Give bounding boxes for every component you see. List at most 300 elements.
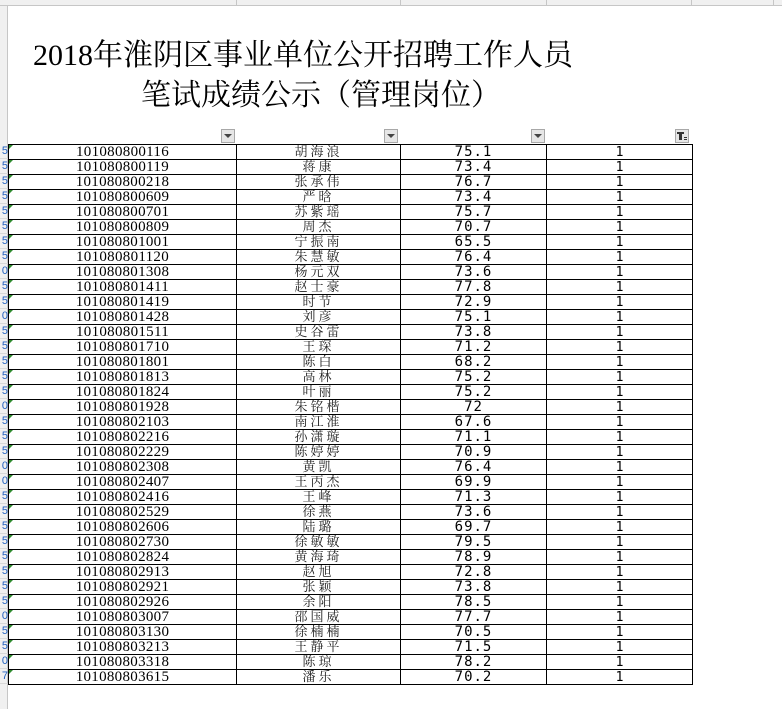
cell-exam-id[interactable] bbox=[9, 460, 237, 475]
cell-name[interactable] bbox=[237, 445, 401, 460]
results-table bbox=[8, 144, 693, 685]
cell-flag[interactable] bbox=[547, 520, 693, 535]
cell-score[interactable] bbox=[401, 625, 547, 640]
table-row bbox=[9, 385, 693, 400]
cell-exam-id[interactable] bbox=[9, 625, 237, 640]
cell-score[interactable] bbox=[401, 340, 547, 355]
row-number[interactable]: 5 bbox=[1, 580, 8, 592]
table-row bbox=[9, 535, 693, 550]
cell-flag[interactable] bbox=[547, 565, 693, 580]
cell-score-text: 73.6 bbox=[454, 504, 493, 520]
cell-exam-id[interactable] bbox=[9, 250, 237, 265]
table-row bbox=[9, 205, 693, 220]
filter-dropdown-icon bbox=[224, 134, 232, 138]
cell-score[interactable] bbox=[401, 250, 547, 265]
cell-exam-id[interactable] bbox=[9, 640, 237, 655]
cell-exam-id-text: 101080800609 bbox=[75, 189, 170, 205]
cell-name[interactable] bbox=[237, 325, 401, 340]
number-as-text-warning-icon bbox=[9, 490, 13, 494]
cell-exam-id[interactable] bbox=[9, 205, 237, 220]
cell-flag[interactable] bbox=[547, 205, 693, 220]
row-number[interactable]: 5 bbox=[1, 145, 8, 157]
row-number[interactable]: 0 bbox=[1, 310, 8, 322]
cell-flag[interactable] bbox=[547, 355, 693, 370]
cell-name-text: 邵国威 bbox=[294, 609, 343, 625]
cell-exam-id[interactable] bbox=[9, 490, 237, 505]
column-divider[interactable] bbox=[400, 0, 401, 6]
cell-name[interactable] bbox=[237, 220, 401, 235]
cell-exam-id[interactable] bbox=[9, 385, 237, 400]
cell-score[interactable] bbox=[401, 190, 547, 205]
cell-flag-text: 1 bbox=[615, 639, 624, 655]
cell-exam-id[interactable] bbox=[9, 310, 237, 325]
cell-exam-id[interactable] bbox=[9, 160, 237, 175]
cell-exam-id-text: 101080802824 bbox=[75, 549, 170, 565]
row-number[interactable]: 5 bbox=[1, 250, 8, 262]
cell-flag[interactable] bbox=[547, 265, 693, 280]
column-divider[interactable] bbox=[236, 0, 237, 6]
cell-score-text: 79.5 bbox=[454, 534, 493, 550]
cell-flag-text: 1 bbox=[615, 354, 624, 370]
row-number[interactable]: 5 bbox=[1, 235, 8, 247]
cell-score-text: 78.2 bbox=[454, 654, 493, 670]
cell-exam-id-text: 101080801308 bbox=[75, 264, 170, 280]
cell-flag[interactable] bbox=[547, 145, 693, 160]
number-as-text-warning-icon bbox=[9, 475, 13, 479]
table-row bbox=[9, 520, 693, 535]
cell-score-text: 75.2 bbox=[454, 384, 493, 400]
number-as-text-warning-icon bbox=[9, 610, 13, 614]
cell-flag[interactable] bbox=[547, 310, 693, 325]
cell-score[interactable] bbox=[401, 370, 547, 385]
cell-score-text: 76.7 bbox=[454, 174, 493, 190]
column-divider[interactable] bbox=[691, 0, 692, 6]
row-number[interactable]: 5 bbox=[1, 370, 8, 382]
filter-button-score[interactable] bbox=[531, 129, 545, 143]
cell-score[interactable] bbox=[401, 220, 547, 235]
row-number[interactable]: 5 bbox=[1, 520, 8, 532]
column-divider[interactable] bbox=[546, 0, 547, 6]
cell-name-text: 余阳 bbox=[302, 594, 335, 610]
cell-name[interactable] bbox=[237, 310, 401, 325]
cell-exam-id[interactable] bbox=[9, 475, 237, 490]
cell-name[interactable] bbox=[237, 580, 401, 595]
cell-exam-id-text: 101080803318 bbox=[75, 654, 170, 670]
cell-name[interactable] bbox=[237, 625, 401, 640]
row-number[interactable]: 5 bbox=[1, 295, 8, 307]
filter-button-name[interactable] bbox=[384, 129, 398, 143]
cell-flag[interactable] bbox=[547, 655, 693, 670]
row-number[interactable]: 5 bbox=[1, 415, 8, 427]
row-number[interactable]: 5 bbox=[1, 325, 8, 337]
filter-dropdown-icon bbox=[387, 134, 395, 138]
cell-name[interactable] bbox=[237, 505, 401, 520]
row-number[interactable]: 5 bbox=[1, 385, 8, 397]
cell-flag[interactable] bbox=[547, 385, 693, 400]
number-as-text-warning-icon bbox=[9, 295, 13, 299]
cell-score[interactable] bbox=[401, 505, 547, 520]
filter-active-icon bbox=[677, 131, 687, 141]
cell-name-text: 苏紫瑶 bbox=[294, 204, 343, 220]
cell-score[interactable] bbox=[401, 430, 547, 445]
cell-score-text: 73.4 bbox=[454, 159, 493, 175]
table-row bbox=[9, 610, 693, 625]
cell-score-text: 69.9 bbox=[454, 474, 493, 490]
table-row bbox=[9, 430, 693, 445]
number-as-text-warning-icon bbox=[9, 580, 13, 584]
table-row bbox=[9, 415, 693, 430]
cell-score[interactable] bbox=[401, 295, 547, 310]
cell-name[interactable] bbox=[237, 400, 401, 415]
cell-flag-text: 1 bbox=[615, 219, 624, 235]
cell-exam-id[interactable] bbox=[9, 190, 237, 205]
cell-exam-id-text: 101080802926 bbox=[75, 594, 170, 610]
row-number[interactable]: 5 bbox=[1, 550, 8, 562]
cell-flag-text: 1 bbox=[615, 624, 624, 640]
sheet-title bbox=[0, 36, 700, 116]
cell-score-text: 73.8 bbox=[454, 579, 493, 595]
cell-flag-text: 1 bbox=[615, 459, 624, 475]
cell-flag[interactable] bbox=[547, 280, 693, 295]
cell-exam-id[interactable] bbox=[9, 520, 237, 535]
cell-flag[interactable] bbox=[547, 190, 693, 205]
number-as-text-warning-icon bbox=[9, 535, 13, 539]
cell-score[interactable] bbox=[401, 235, 547, 250]
cell-name-text: 王丙杰 bbox=[294, 474, 343, 490]
cell-flag[interactable] bbox=[547, 250, 693, 265]
cell-exam-id[interactable] bbox=[9, 235, 237, 250]
table-row bbox=[9, 310, 693, 325]
cell-exam-id[interactable] bbox=[9, 265, 237, 280]
row-number[interactable]: 5 bbox=[1, 205, 8, 217]
number-as-text-warning-icon bbox=[9, 670, 13, 674]
cell-score-text: 70.2 bbox=[454, 669, 493, 685]
cell-exam-id[interactable] bbox=[9, 610, 237, 625]
number-as-text-warning-icon bbox=[9, 625, 13, 629]
cell-name[interactable] bbox=[237, 535, 401, 550]
row-number[interactable]: 5 bbox=[1, 565, 8, 577]
cell-name[interactable] bbox=[237, 280, 401, 295]
cell-flag[interactable] bbox=[547, 430, 693, 445]
cell-exam-id[interactable] bbox=[9, 550, 237, 565]
cell-flag[interactable] bbox=[547, 415, 693, 430]
cell-score[interactable] bbox=[401, 610, 547, 625]
cell-name[interactable] bbox=[237, 595, 401, 610]
filter-dropdown-icon bbox=[534, 134, 542, 138]
cell-name-text: 张承伟 bbox=[294, 174, 343, 190]
cell-flag-text: 1 bbox=[615, 504, 624, 520]
row-number[interactable]: 0 bbox=[1, 475, 8, 487]
cell-exam-id-text: 101080803130 bbox=[75, 624, 170, 640]
cell-exam-id[interactable] bbox=[9, 535, 237, 550]
title-line-2: 笔试成绩公示（管理岗位） bbox=[141, 79, 501, 112]
cell-score[interactable] bbox=[401, 280, 547, 295]
row-number[interactable]: 5 bbox=[1, 595, 8, 607]
cell-name-text: 陆璐 bbox=[302, 519, 335, 535]
cell-name[interactable] bbox=[237, 205, 401, 220]
cell-exam-id-text: 101080802229 bbox=[75, 444, 170, 460]
cell-score[interactable] bbox=[401, 595, 547, 610]
cell-exam-id-text: 101080800218 bbox=[75, 174, 170, 190]
cell-score[interactable] bbox=[401, 325, 547, 340]
cell-name[interactable] bbox=[237, 250, 401, 265]
cell-exam-id-text: 101080801710 bbox=[75, 339, 170, 355]
cell-exam-id-text: 101080802529 bbox=[75, 504, 170, 520]
cell-flag[interactable] bbox=[547, 235, 693, 250]
cell-name-text: 高林 bbox=[302, 369, 335, 385]
cell-name-text: 陈白 bbox=[302, 354, 335, 370]
cell-flag-text: 1 bbox=[615, 189, 624, 205]
cell-exam-id-text: 101080802308 bbox=[75, 459, 170, 475]
cell-score[interactable] bbox=[401, 520, 547, 535]
cell-name[interactable] bbox=[237, 295, 401, 310]
number-as-text-warning-icon bbox=[9, 310, 13, 314]
cell-score-text: 78.9 bbox=[454, 549, 493, 565]
cell-flag[interactable] bbox=[547, 460, 693, 475]
cell-score[interactable] bbox=[401, 205, 547, 220]
cell-exam-id[interactable] bbox=[9, 400, 237, 415]
cell-exam-id[interactable] bbox=[9, 325, 237, 340]
number-as-text-warning-icon bbox=[9, 595, 13, 599]
cell-name-text: 赵士豪 bbox=[294, 279, 343, 295]
cell-flag[interactable] bbox=[547, 610, 693, 625]
table-row bbox=[9, 550, 693, 565]
cell-name-text: 严晗 bbox=[302, 189, 335, 205]
cell-score[interactable] bbox=[401, 565, 547, 580]
row-number[interactable]: 5 bbox=[1, 625, 8, 637]
cell-name[interactable] bbox=[237, 415, 401, 430]
filter-button-flag[interactable] bbox=[675, 129, 689, 143]
table-row bbox=[9, 595, 693, 610]
cell-score[interactable] bbox=[401, 175, 547, 190]
cell-name[interactable] bbox=[237, 655, 401, 670]
cell-score[interactable] bbox=[401, 490, 547, 505]
cell-name[interactable] bbox=[237, 640, 401, 655]
cell-flag[interactable] bbox=[547, 670, 693, 685]
cell-flag-text: 1 bbox=[615, 444, 624, 460]
cell-exam-id-text: 101080800119 bbox=[75, 159, 170, 175]
cell-score[interactable] bbox=[401, 415, 547, 430]
cell-flag[interactable] bbox=[547, 490, 693, 505]
cell-name[interactable] bbox=[237, 370, 401, 385]
cell-name[interactable] bbox=[237, 340, 401, 355]
table-row bbox=[9, 505, 693, 520]
cell-flag[interactable] bbox=[547, 535, 693, 550]
cell-score-text: 71.2 bbox=[454, 339, 493, 355]
row-number[interactable]: 0 bbox=[1, 400, 8, 412]
cell-flag[interactable] bbox=[547, 175, 693, 190]
cell-name[interactable] bbox=[237, 385, 401, 400]
cell-flag[interactable] bbox=[547, 550, 693, 565]
cell-flag[interactable] bbox=[547, 445, 693, 460]
cell-score[interactable] bbox=[401, 445, 547, 460]
number-as-text-warning-icon bbox=[9, 235, 13, 239]
cell-flag-text: 1 bbox=[615, 429, 624, 445]
cell-flag[interactable] bbox=[547, 325, 693, 340]
cell-flag[interactable] bbox=[547, 640, 693, 655]
cell-exam-id[interactable] bbox=[9, 430, 237, 445]
row-number[interactable]: 5 bbox=[1, 190, 8, 202]
row-number[interactable]: 0 bbox=[1, 655, 8, 667]
cell-flag[interactable] bbox=[547, 595, 693, 610]
cell-flag[interactable] bbox=[547, 505, 693, 520]
cell-name-text: 陈琼 bbox=[302, 654, 335, 670]
cell-score[interactable] bbox=[401, 265, 547, 280]
cell-flag[interactable] bbox=[547, 400, 693, 415]
number-as-text-warning-icon bbox=[9, 355, 13, 359]
cell-flag[interactable] bbox=[547, 340, 693, 355]
cell-exam-id-text: 101080800809 bbox=[75, 219, 170, 235]
number-as-text-warning-icon bbox=[9, 430, 13, 434]
cell-exam-id[interactable] bbox=[9, 295, 237, 310]
table-row bbox=[9, 490, 693, 505]
table-row bbox=[9, 340, 693, 355]
row-number[interactable]: 5 bbox=[1, 175, 8, 187]
cell-name-text: 黄凯 bbox=[302, 459, 335, 475]
cell-flag[interactable] bbox=[547, 580, 693, 595]
number-as-text-warning-icon bbox=[9, 145, 13, 149]
cell-name-text: 孙潇璇 bbox=[294, 429, 343, 445]
row-number[interactable]: 5 bbox=[1, 220, 8, 232]
cell-flag-text: 1 bbox=[615, 279, 624, 295]
cell-name[interactable] bbox=[237, 550, 401, 565]
cell-score[interactable] bbox=[401, 145, 547, 160]
cell-name[interactable] bbox=[237, 355, 401, 370]
row-number[interactable]: 5 bbox=[1, 445, 8, 457]
cell-score[interactable] bbox=[401, 640, 547, 655]
cell-exam-id[interactable] bbox=[9, 670, 237, 685]
cell-flag[interactable] bbox=[547, 625, 693, 640]
cell-exam-id[interactable] bbox=[9, 445, 237, 460]
cell-name-text: 徐楠楠 bbox=[294, 624, 343, 640]
cell-name[interactable] bbox=[237, 670, 401, 685]
cell-exam-id[interactable] bbox=[9, 505, 237, 520]
cell-exam-id-text: 101080801511 bbox=[75, 324, 170, 340]
table-row bbox=[9, 475, 693, 490]
cell-score[interactable] bbox=[401, 310, 547, 325]
cell-exam-id-text: 101080802407 bbox=[75, 474, 170, 490]
table-row bbox=[9, 670, 693, 685]
cell-name[interactable] bbox=[237, 235, 401, 250]
cell-exam-id[interactable] bbox=[9, 655, 237, 670]
cell-score[interactable] bbox=[401, 475, 547, 490]
row-number[interactable]: 5 bbox=[1, 430, 8, 442]
cell-exam-id[interactable] bbox=[9, 220, 237, 235]
cell-score[interactable] bbox=[401, 535, 547, 550]
cell-exam-id[interactable] bbox=[9, 565, 237, 580]
row-number[interactable]: 5 bbox=[1, 490, 8, 502]
cell-name[interactable] bbox=[237, 565, 401, 580]
row-number[interactable]: 5 bbox=[1, 535, 8, 547]
table-row bbox=[9, 295, 693, 310]
cell-name[interactable] bbox=[237, 460, 401, 475]
cell-score-text: 65.5 bbox=[454, 234, 493, 250]
cell-score-text: 73.6 bbox=[454, 264, 493, 280]
table-row bbox=[9, 220, 693, 235]
cell-exam-id[interactable] bbox=[9, 355, 237, 370]
cell-exam-id-text: 101080803007 bbox=[75, 609, 170, 625]
cell-name-text: 王琛 bbox=[302, 339, 335, 355]
cell-score-text: 70.7 bbox=[454, 219, 493, 235]
cell-name[interactable] bbox=[237, 490, 401, 505]
cell-name[interactable] bbox=[237, 520, 401, 535]
row-number[interactable]: 7 bbox=[1, 670, 8, 682]
row-number[interactable]: 0 bbox=[1, 265, 8, 277]
cell-flag-text: 1 bbox=[615, 549, 624, 565]
cell-name[interactable] bbox=[237, 475, 401, 490]
cell-exam-id[interactable] bbox=[9, 580, 237, 595]
cell-flag[interactable] bbox=[547, 160, 693, 175]
cell-score[interactable] bbox=[401, 460, 547, 475]
cell-score[interactable] bbox=[401, 385, 547, 400]
cell-exam-id[interactable] bbox=[9, 280, 237, 295]
row-number[interactable]: 5 bbox=[1, 640, 8, 652]
row-number[interactable]: 5 bbox=[1, 355, 8, 367]
row-number[interactable]: 5 bbox=[1, 280, 8, 292]
cell-name-text: 杨元双 bbox=[294, 264, 343, 280]
cell-name[interactable] bbox=[237, 430, 401, 445]
cell-name[interactable] bbox=[237, 160, 401, 175]
table-row bbox=[9, 460, 693, 475]
cell-exam-id-text: 101080803213 bbox=[75, 639, 170, 655]
cell-score-text: 72.9 bbox=[454, 294, 493, 310]
cell-name[interactable] bbox=[237, 265, 401, 280]
cell-name[interactable] bbox=[237, 175, 401, 190]
cell-score[interactable] bbox=[401, 580, 547, 595]
cell-flag[interactable] bbox=[547, 475, 693, 490]
row-number[interactable]: 0 bbox=[1, 610, 8, 622]
cell-exam-id-text: 101080802103 bbox=[75, 414, 170, 430]
cell-name[interactable] bbox=[237, 145, 401, 160]
cell-exam-id[interactable] bbox=[9, 340, 237, 355]
filter-button-exam-id[interactable] bbox=[221, 129, 235, 143]
cell-exam-id[interactable] bbox=[9, 145, 237, 160]
cell-exam-id[interactable] bbox=[9, 595, 237, 610]
cell-score-text: 70.9 bbox=[454, 444, 493, 460]
cell-flag[interactable] bbox=[547, 295, 693, 310]
cell-score[interactable] bbox=[401, 160, 547, 175]
column-header-bar bbox=[0, 0, 782, 6]
cell-score-text: 75.1 bbox=[454, 309, 493, 325]
row-number[interactable]: 5 bbox=[1, 160, 8, 172]
cell-score[interactable] bbox=[401, 655, 547, 670]
table-row bbox=[9, 235, 693, 250]
cell-exam-id-text: 101080800116 bbox=[75, 144, 170, 160]
cell-score[interactable] bbox=[401, 355, 547, 370]
cell-score[interactable] bbox=[401, 550, 547, 565]
cell-name-text: 徐燕 bbox=[302, 504, 335, 520]
cell-exam-id[interactable] bbox=[9, 415, 237, 430]
column-divider[interactable] bbox=[773, 0, 774, 6]
cell-flag[interactable] bbox=[547, 220, 693, 235]
cell-name-text: 周杰 bbox=[302, 219, 335, 235]
cell-flag-text: 1 bbox=[615, 234, 624, 250]
cell-name[interactable] bbox=[237, 190, 401, 205]
row-number[interactable]: 0 bbox=[1, 460, 8, 472]
cell-flag-text: 1 bbox=[615, 519, 624, 535]
cell-score-text: 76.4 bbox=[454, 249, 493, 265]
cell-score[interactable] bbox=[401, 670, 547, 685]
cell-exam-id[interactable] bbox=[9, 370, 237, 385]
number-as-text-warning-icon bbox=[9, 565, 13, 569]
cell-score[interactable] bbox=[401, 400, 547, 415]
row-number[interactable]: 5 bbox=[1, 340, 8, 352]
table-row bbox=[9, 325, 693, 340]
cell-name[interactable] bbox=[237, 610, 401, 625]
cell-exam-id[interactable] bbox=[9, 175, 237, 190]
row-number[interactable]: 5 bbox=[1, 505, 8, 517]
cell-flag[interactable] bbox=[547, 370, 693, 385]
